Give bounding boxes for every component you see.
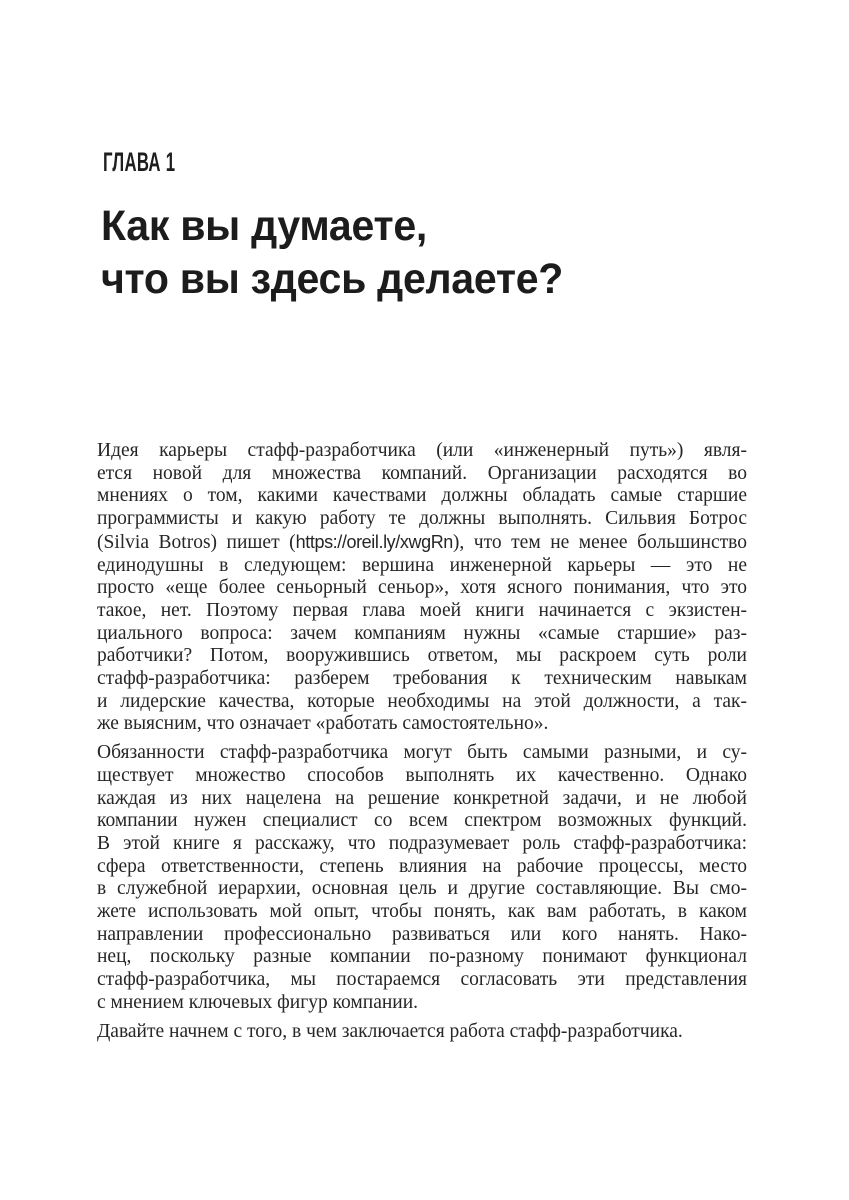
body-paragraph	[97, 742, 747, 1014]
body-text	[97, 440, 747, 1049]
body-line: жете использовать мой опыт, чтобы понять, как вам работать, в каком	[97, 901, 747, 923]
body-line: ется новой для множества компаний. Организации расходятся во	[97, 462, 747, 484]
body-paragraph	[97, 1021, 747, 1044]
body-line: работчики? Потом, вооружившись ответом, мы раскроем суть роли	[97, 645, 747, 667]
body-line: Идея карьеры стафф-разработчика (или «инженерный путь») явля-	[97, 440, 747, 461]
body-line: циального вопроса: зачем компаниям нужны «самые старшие» раз-	[97, 622, 747, 644]
body-line: же выясним, что означает «работать самостоятельно».	[97, 713, 549, 735]
body-line: в служебной иерархии, основная цель и другие составляющие. Вы смо-	[97, 878, 747, 900]
body-line: каждая из них нацелена на решение конкретной задачи, и не любой	[97, 787, 747, 809]
body-line: сфера ответственности, степень влияния на рабочие процессы, место	[97, 855, 747, 877]
body-line: и лидерские качества, которые необходимы на этой должности, а так-	[97, 690, 747, 712]
body-paragraph	[97, 440, 747, 736]
body-line: программисты и какую работу те должны выполнять. Сильвия Ботрос	[97, 508, 747, 530]
body-line: стафф-разработчика, мы постараемся согласовать эти представления	[97, 969, 747, 991]
body-line: В этой книге я расскажу, что подразумевает роль стафф-разработчика:	[97, 832, 747, 854]
chapter-label: ГЛАВА 1	[103, 147, 176, 177]
body-line: единодушны в следующем: вершина инженерной карьеры — это не	[97, 554, 747, 576]
chapter-title	[101, 200, 563, 306]
link-url: https://oreil.ly/xwgRn	[295, 531, 453, 552]
body-line: такое, нет. Поэтому первая глава моей книги начинается с экзистен-	[97, 599, 747, 621]
body-line: (Silvia Botros) пишет (https://oreil.ly/xwgRn), что тем не менее большинство	[97, 531, 747, 553]
body-line: нец, поскольку разные компании по-разному понимают функционал	[97, 946, 747, 968]
body-line: Давайте начнем с того, в чем заключается работа стафф-разработчика.	[97, 1020, 683, 1042]
body-line: с мнением ключевых фигур компании.	[97, 991, 419, 1013]
chapter-title-line-1: Как вы думаете,	[101, 202, 427, 250]
body-line: Обязанности стафф-разработчика могут быть самыми разными, и су-	[97, 742, 747, 764]
chapter-title-line-2: что вы здесь делаете?	[101, 255, 564, 303]
body-line: направлении профессионально развиваться или кого нанять. Нако-	[97, 923, 747, 945]
body-line: компании нужен специалист со всем спектром возможных функций.	[97, 810, 747, 832]
body-line: мнениях о том, какими качествами должны обладать самые старшие	[97, 485, 747, 507]
body-line: ществует множество способов выполнять их качественно. Однако	[97, 764, 747, 786]
body-line: стафф-разработчика: разберем требования к техническим навыкам	[97, 668, 747, 690]
body-line: просто «еще более сеньорный сеньор», хотя ясного понимания, что это	[97, 577, 747, 599]
